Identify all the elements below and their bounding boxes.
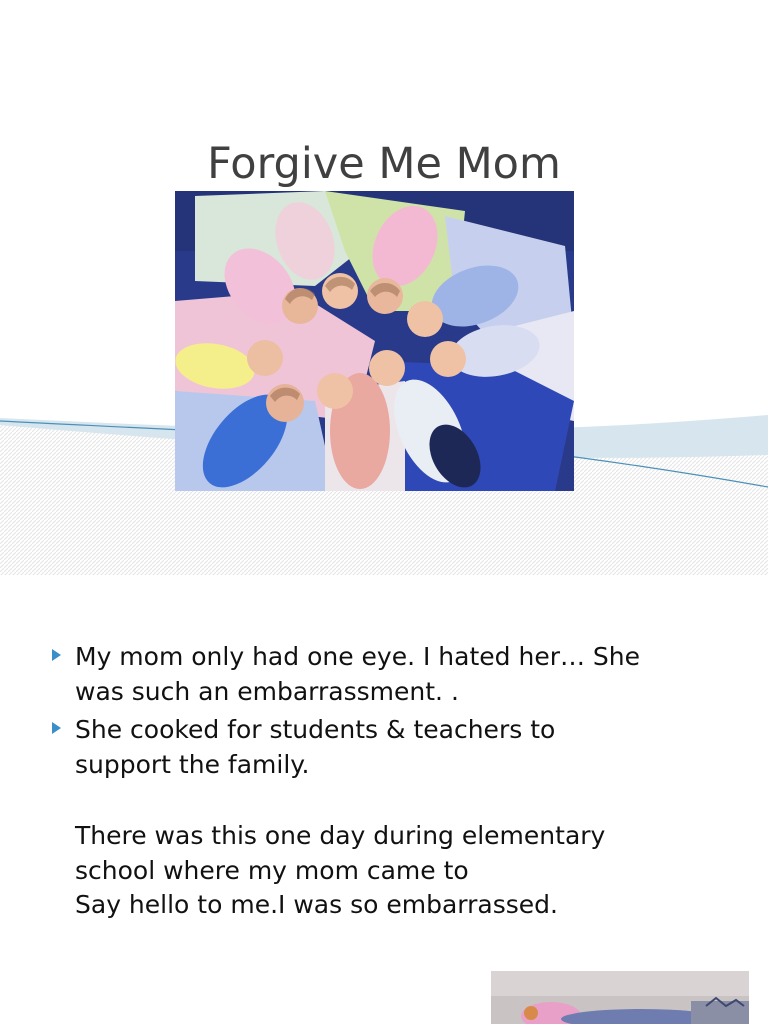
spacer <box>52 786 742 819</box>
bullet-line: support the family. <box>75 749 310 779</box>
bullet-arrow-icon <box>52 722 61 734</box>
bullet-item <box>52 713 742 782</box>
bullet-line: My mom only had one eye. I hated her… She <box>75 642 641 671</box>
paragraph-line: school where my mom came to <box>75 855 469 885</box>
bullet-arrow-icon <box>52 649 61 661</box>
body-paragraph <box>52 819 742 923</box>
next-slide-photo <box>491 971 749 1024</box>
bullet-list <box>52 640 742 923</box>
slide-title: Forgive Me Mom <box>207 139 561 189</box>
bullet-item <box>52 640 742 709</box>
babies-photo <box>175 191 574 491</box>
bullet-line: was such an embarrassment. . <box>75 676 459 706</box>
bullet-line: She cooked for students & teachers to <box>75 715 556 744</box>
paragraph-line: There was this one day during elementary <box>75 821 606 850</box>
paragraph-line: Say hello to me.I was so embarrassed. <box>75 890 558 919</box>
